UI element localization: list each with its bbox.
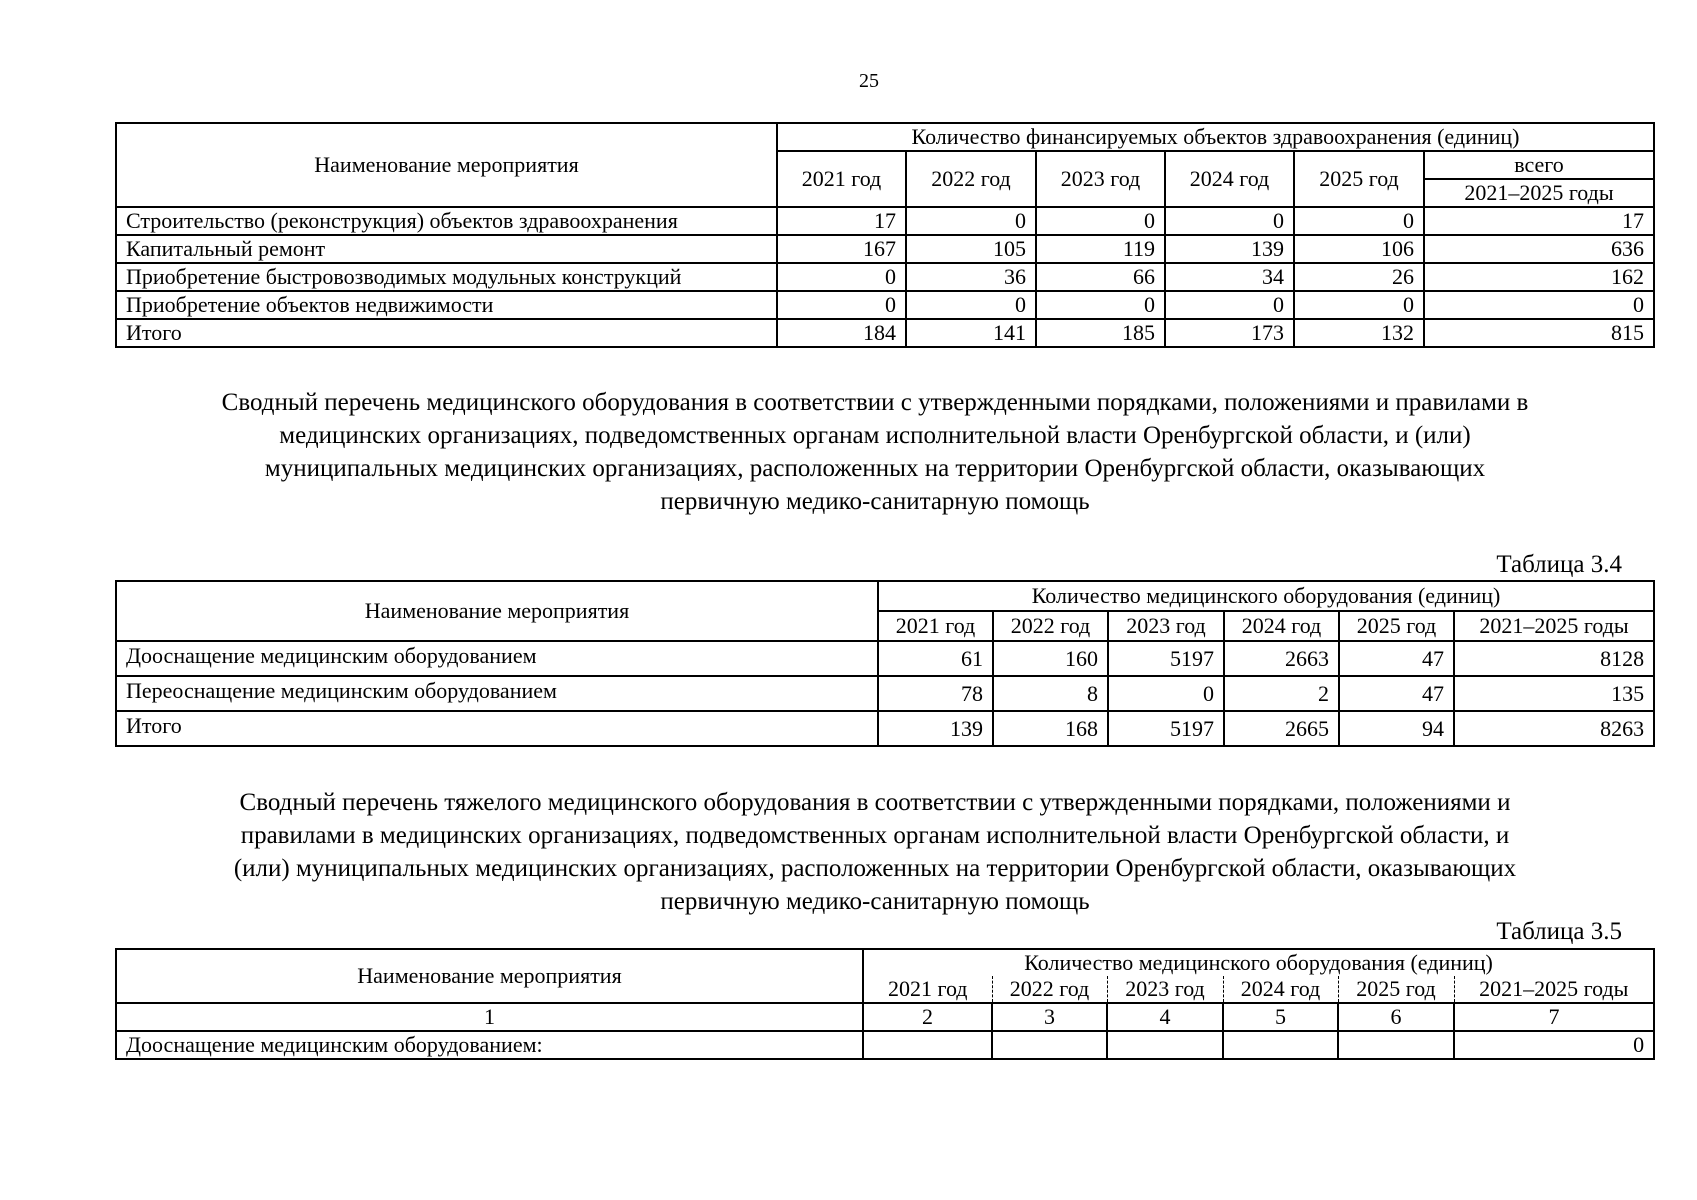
cell-value: 167 [777,235,906,263]
table-row [116,641,1654,676]
heading-line: (или) муниципальных медицинских организациях, расположенных на территории Оренбургской области, оказывающих [233,855,1517,882]
cell-value [1107,1031,1223,1059]
heading-line: первичную медико-санитарную помощь [660,888,1090,915]
header-name: Наименование мероприятия [116,949,863,1003]
table-row-total [116,711,1654,746]
header-year: 2022 год [992,976,1107,1003]
cell-value: 0 [1165,291,1294,319]
table-label-3-4: Таблица 3.4 [1496,551,1622,578]
row-name: Дооснащение медицинским оборудованием [116,641,878,676]
cell-value: 0 [777,263,906,291]
cell-value: 26 [1294,263,1424,291]
heading-line: Сводный перечень тяжелого медицинского оборудования в соответствии с утвержденными порядками, положениями и [239,789,1511,816]
header-year: 2023 год [1036,151,1165,207]
header-year: 2025 год [1338,976,1454,1003]
cell-value: 0 [777,291,906,319]
cell-value: 0 [1294,207,1424,235]
cell-value: 0 [1036,207,1165,235]
header-year: 2025 год [1339,611,1454,641]
cell-value: 160 [993,641,1108,676]
header-total-period: 2021–2025 годы [1424,179,1654,207]
row-name: Дооснащение медицинским оборудованием: [116,1031,863,1059]
cell-value: 636 [1424,235,1654,263]
cell-value: 135 [1454,676,1654,711]
page-number: 25 [859,70,879,92]
header-year: 2021 год [878,611,993,641]
cell-value: 815 [1424,319,1654,347]
heading-line: муниципальных медицинских организациях, расположенных на территории Оренбургской области, оказывающих [264,455,1486,482]
cell-value: 0 [1424,291,1654,319]
cell-value: 61 [878,641,993,676]
cell-value: 185 [1036,319,1165,347]
cell-value: 8 [993,676,1108,711]
cell-value: 162 [1424,263,1654,291]
table-row [116,207,1654,235]
header-year: 2023 год [1108,611,1224,641]
row-name: Итого [116,711,878,746]
row-name: Приобретение объектов недвижимости [116,291,777,319]
cell-value: 0 [1108,676,1224,711]
cell-value: 168 [993,711,1108,746]
table-row [116,676,1654,711]
cell-value: 47 [1339,641,1454,676]
section-heading-heavy-equipment [110,786,1640,918]
header-year: 2021 год [863,976,992,1003]
header-year: 2024 год [1224,611,1339,641]
table-heavy-medical-equipment [115,948,1655,1060]
section-heading-equipment [110,386,1640,518]
header-year: 2021–2025 годы [1454,611,1654,641]
heading-line: медицинских организациях, подведомственных органам исполнительной власти Оренбургской области, и (или) [279,422,1471,449]
cell-value [1338,1031,1454,1059]
heading-line: Сводный перечень медицинского оборудования в соответствии с утвержденными порядками, положениями и правилами в [221,389,1529,416]
header-group: Количество медицинского оборудования (единиц) [878,581,1654,611]
row-name: Итого [116,319,777,347]
header-year: 2024 год [1165,151,1294,207]
cell-value: 94 [1339,711,1454,746]
cell-value: 132 [1294,319,1424,347]
table-row [116,1031,1654,1059]
column-number: 2 [863,1003,992,1031]
table-row-column-numbers [116,1003,1654,1031]
header-group: Количество финансируемых объектов здравоохранения (единиц) [777,123,1654,151]
cell-value: 0 [906,207,1036,235]
cell-value: 2665 [1224,711,1339,746]
row-name: Приобретение быстровозводимых модульных конструкций [116,263,777,291]
heading-line: первичную медико-санитарную помощь [660,488,1090,515]
cell-value: 139 [1165,235,1294,263]
cell-value: 173 [1165,319,1294,347]
cell-value: 0 [1454,1031,1654,1059]
cell-value: 17 [1424,207,1654,235]
cell-value [992,1031,1107,1059]
row-name: Строительство (реконструкция) объектов здравоохранения [116,207,777,235]
cell-value [863,1031,992,1059]
header-year: 2021–2025 годы [1454,976,1654,1003]
cell-value: 0 [906,291,1036,319]
cell-value: 106 [1294,235,1424,263]
header-year: 2024 год [1223,976,1338,1003]
cell-value: 66 [1036,263,1165,291]
column-number: 3 [992,1003,1107,1031]
cell-value [1223,1031,1338,1059]
cell-value: 184 [777,319,906,347]
cell-value: 17 [777,207,906,235]
header-year: 2025 год [1294,151,1424,207]
header-name: Наименование мероприятия [116,581,878,641]
table-medical-equipment [115,580,1655,747]
heading-line: правилами в медицинских организациях, подведомственных органам исполнительной власти Оренбургской области, и [240,822,1510,849]
cell-value: 5197 [1108,711,1224,746]
cell-value: 8263 [1454,711,1654,746]
cell-value: 8128 [1454,641,1654,676]
column-number: 5 [1223,1003,1338,1031]
table-row [116,235,1654,263]
cell-value: 0 [1036,291,1165,319]
header-year: 2022 год [906,151,1036,207]
cell-value: 36 [906,263,1036,291]
header-name: Наименование мероприятия [116,123,777,207]
cell-value: 141 [906,319,1036,347]
cell-value: 119 [1036,235,1165,263]
cell-value: 34 [1165,263,1294,291]
cell-value: 0 [1165,207,1294,235]
cell-value: 2 [1224,676,1339,711]
header-year: 2021 год [777,151,906,207]
table-label-3-5: Таблица 3.5 [1496,918,1622,945]
cell-value: 0 [1294,291,1424,319]
column-number: 4 [1107,1003,1223,1031]
row-name: Переоснащение медицинским оборудованием [116,676,878,711]
table-row [116,291,1654,319]
row-name: Капитальный ремонт [116,235,777,263]
column-number: 6 [1338,1003,1454,1031]
cell-value: 2663 [1224,641,1339,676]
cell-value: 78 [878,676,993,711]
cell-value: 105 [906,235,1036,263]
cell-value: 47 [1339,676,1454,711]
column-number: 7 [1454,1003,1654,1031]
header-year: 2023 год [1107,976,1223,1003]
table-row [116,263,1654,291]
table-funded-objects [115,122,1655,348]
header-total-label: всего [1424,151,1654,179]
cell-value: 139 [878,711,993,746]
table-row-total [116,319,1654,347]
cell-value: 5197 [1108,641,1224,676]
header-group: Количество медицинского оборудования (единиц) [863,949,1654,976]
header-year: 2022 год [993,611,1108,641]
column-number: 1 [116,1003,863,1031]
